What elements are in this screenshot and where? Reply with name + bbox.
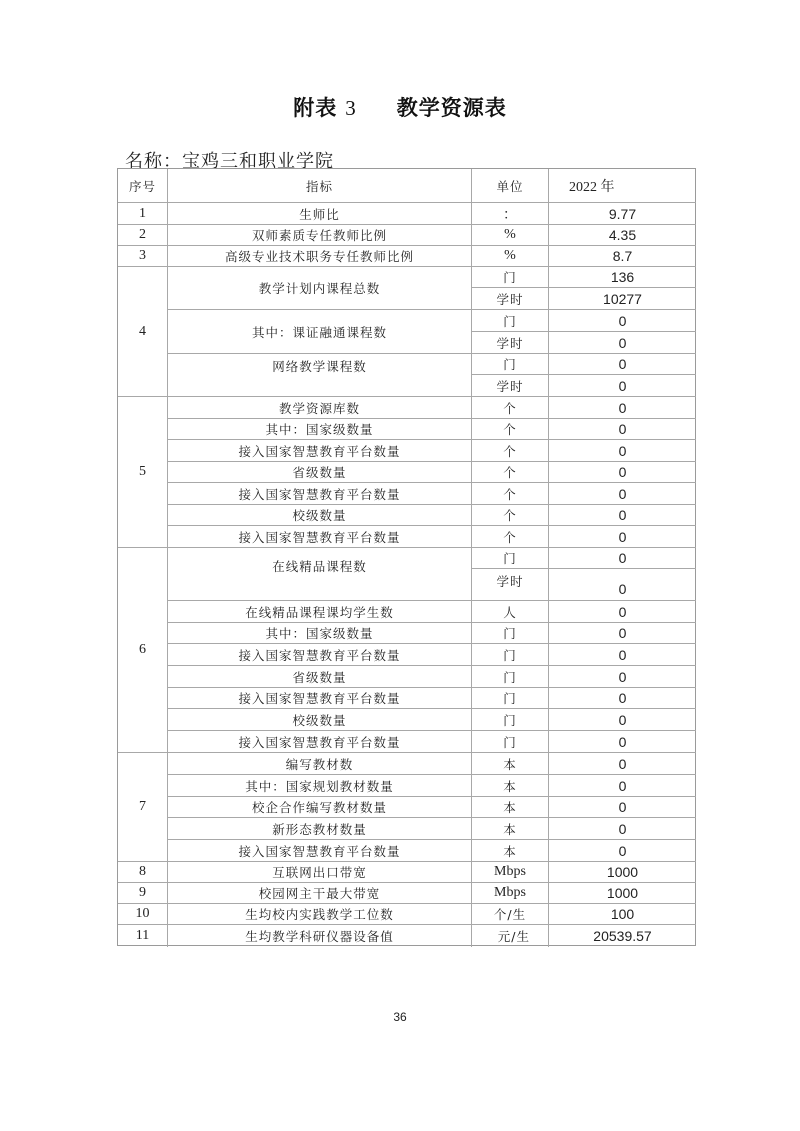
unit-cell: 人 — [472, 601, 549, 623]
unit-cell: 个 — [472, 397, 549, 419]
indicator-cell: 校级数量 — [168, 709, 472, 731]
indicator-cell: 在线精品课程数 — [168, 548, 472, 601]
indicator-cell: 接入国家智慧教育平台数量 — [168, 688, 472, 709]
row-number: 1 — [118, 203, 168, 225]
value-cell: 0 — [549, 688, 696, 709]
unit-cell: 个/生 — [472, 904, 549, 925]
indicator-cell: 省级数量 — [168, 666, 472, 688]
value-cell: 0 — [549, 731, 696, 753]
indicator-cell: 其中：课证融通课程数 — [168, 310, 472, 354]
value-cell: 0 — [549, 310, 696, 332]
value-cell: 0 — [549, 753, 696, 775]
value-cell: 0 — [549, 483, 696, 505]
row-number: 10 — [118, 904, 168, 925]
institution-label: 名称： — [125, 151, 182, 172]
value-cell: 0 — [549, 526, 696, 548]
indicator-cell: 教学资源库数 — [168, 397, 472, 419]
indicator-cell: 其中：国家级数量 — [168, 623, 472, 644]
unit-cell: 门 — [472, 709, 549, 731]
value-cell: 10277 — [549, 288, 696, 310]
value-cell: 0 — [549, 375, 696, 397]
value-cell: 0 — [549, 548, 696, 569]
value-cell: 0 — [549, 601, 696, 623]
row-number: 8 — [118, 862, 168, 883]
unit-cell: 门 — [472, 688, 549, 709]
indicator-cell: 其中：国家规划教材数量 — [168, 775, 472, 797]
row-number: 3 — [118, 246, 168, 267]
indicator-cell: 校园网主干最大带宽 — [168, 883, 472, 904]
value-cell: 0 — [549, 505, 696, 526]
unit-cell: 门 — [472, 731, 549, 753]
value-cell: 1000 — [549, 883, 696, 904]
indicator-cell: 生师比 — [168, 203, 472, 225]
unit-cell: 元/生 — [472, 925, 549, 947]
unit-cell: 门 — [472, 548, 549, 569]
unit-cell: % — [472, 225, 549, 246]
row-number: 2 — [118, 225, 168, 246]
indicator-cell: 生均教学科研仪器设备值 — [168, 925, 472, 947]
unit-cell: 学时 — [472, 569, 549, 601]
unit-cell: % — [472, 246, 549, 267]
value-cell: 0 — [549, 440, 696, 462]
header-unit: 单位 — [472, 169, 549, 203]
value-cell: 4.35 — [549, 225, 696, 246]
unit-cell: 本 — [472, 753, 549, 775]
indicator-cell: 新形态教材数量 — [168, 818, 472, 840]
unit-cell: 学时 — [472, 288, 549, 310]
indicator-cell: 校级数量 — [168, 505, 472, 526]
indicator-cell: 接入国家智慧教育平台数量 — [168, 840, 472, 862]
unit-cell: 门 — [472, 267, 549, 288]
value-cell: 136 — [549, 267, 696, 288]
value-cell: 0 — [549, 569, 696, 601]
unit-cell: 个 — [472, 419, 549, 440]
row-number: 5 — [118, 397, 168, 548]
unit-cell: 学时 — [472, 375, 549, 397]
unit-cell: 个 — [472, 440, 549, 462]
value-cell: 0 — [549, 462, 696, 483]
value-cell: 0 — [549, 797, 696, 818]
unit-cell: 门 — [472, 354, 549, 375]
unit-cell: 本 — [472, 840, 549, 862]
row-number: 7 — [118, 753, 168, 862]
value-cell: 0 — [549, 354, 696, 375]
unit-cell: 门 — [472, 623, 549, 644]
row-number: 4 — [118, 267, 168, 397]
unit-cell: 门 — [472, 310, 549, 332]
teaching-resources-table — [117, 168, 696, 946]
value-cell: 0 — [549, 623, 696, 644]
unit-cell: 本 — [472, 775, 549, 797]
value-cell: 0 — [549, 709, 696, 731]
indicator-cell: 互联网出口带宽 — [168, 862, 472, 883]
unit-cell: Mbps — [472, 862, 549, 883]
row-number: 11 — [118, 925, 168, 947]
unit-cell: 个 — [472, 483, 549, 505]
page-title — [0, 92, 800, 122]
value-cell: 0 — [549, 840, 696, 862]
unit-cell: ： — [472, 203, 549, 225]
row-number: 6 — [118, 548, 168, 753]
unit-cell: 个 — [472, 526, 549, 548]
unit-cell: 学时 — [472, 332, 549, 354]
indicator-cell: 教学计划内课程总数 — [168, 267, 472, 310]
indicator-cell: 接入国家智慧教育平台数量 — [168, 731, 472, 753]
indicator-cell: 生均校内实践教学工位数 — [168, 904, 472, 925]
value-cell: 0 — [549, 666, 696, 688]
header-indicator: 指标 — [168, 169, 472, 203]
indicator-cell: 接入国家智慧教育平台数量 — [168, 483, 472, 505]
title-prefix: 附表 — [293, 96, 338, 120]
header-no: 序号 — [118, 169, 168, 203]
unit-cell: 门 — [472, 666, 549, 688]
title-name: 教学资源表 — [396, 96, 507, 120]
title-number: 3 — [345, 96, 357, 120]
unit-cell: 个 — [472, 505, 549, 526]
value-cell: 0 — [549, 419, 696, 440]
unit-cell: 本 — [472, 797, 549, 818]
indicator-cell: 接入国家智慧教育平台数量 — [168, 440, 472, 462]
value-cell: 0 — [549, 397, 696, 419]
value-cell: 0 — [549, 644, 696, 666]
value-cell: 9.77 — [549, 203, 696, 225]
indicator-cell: 接入国家智慧教育平台数量 — [168, 526, 472, 548]
unit-cell: 个 — [472, 462, 549, 483]
header-year: 2022 年 — [549, 169, 696, 203]
value-cell: 0 — [549, 332, 696, 354]
value-cell: 0 — [549, 818, 696, 840]
value-cell: 8.7 — [549, 246, 696, 267]
indicator-cell: 省级数量 — [168, 462, 472, 483]
indicator-cell: 编写教材数 — [168, 753, 472, 775]
value-cell: 0 — [549, 775, 696, 797]
value-cell: 20539.57 — [593, 928, 652, 944]
indicator-cell: 在线精品课程课均学生数 — [168, 601, 472, 623]
indicator-cell: 校企合作编写教材数量 — [168, 797, 472, 818]
indicator-cell: 接入国家智慧教育平台数量 — [168, 644, 472, 666]
indicator-cell: 双师素质专任教师比例 — [168, 225, 472, 246]
institution-name: 宝鸡三和职业学院 — [182, 151, 334, 172]
indicator-cell: 其中：国家级数量 — [168, 419, 472, 440]
row-number: 9 — [118, 883, 168, 904]
value-cell: 100 — [549, 904, 696, 925]
value-cell: 1000 — [549, 862, 696, 883]
unit-cell: 门 — [472, 644, 549, 666]
indicator-cell: 高级专业技术职务专任教师比例 — [168, 246, 472, 267]
page-number: 36 — [393, 1010, 407, 1024]
indicator-cell: 网络教学课程数 — [168, 354, 472, 397]
unit-cell: 本 — [472, 818, 549, 840]
unit-cell: Mbps — [472, 883, 549, 904]
